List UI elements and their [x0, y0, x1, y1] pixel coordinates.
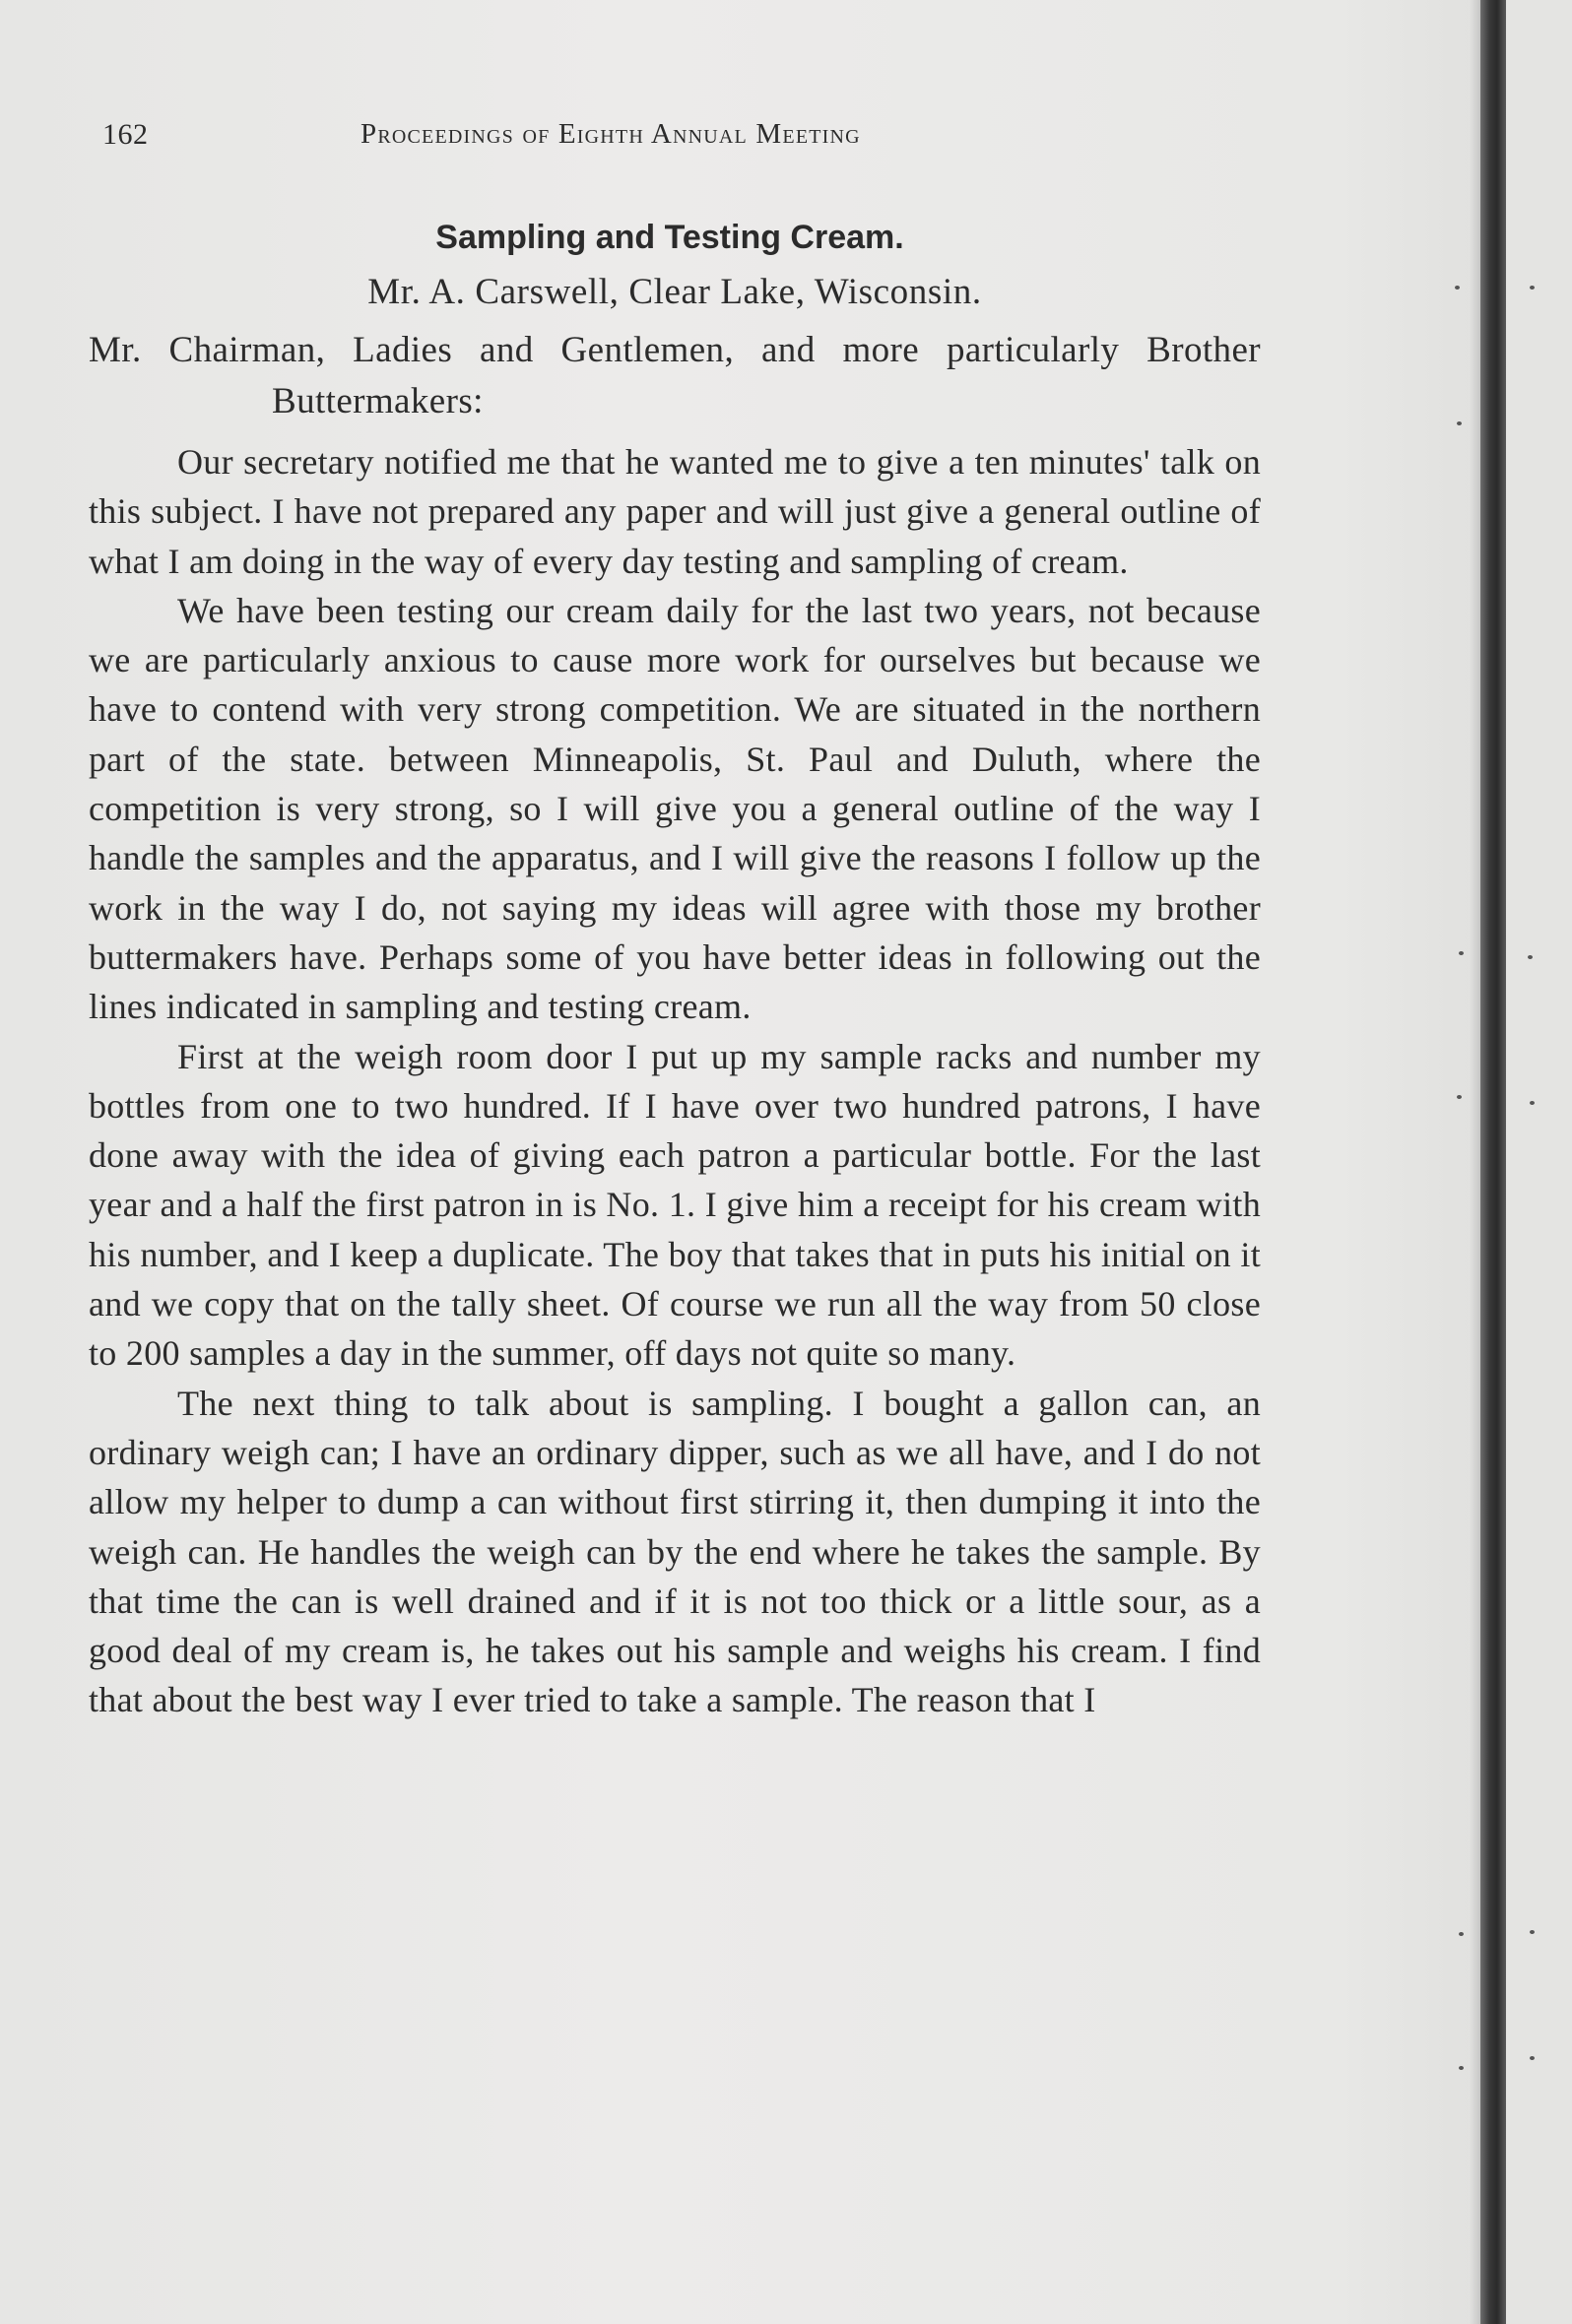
body-paragraph: We have been testing our cream daily for the last two years, not because we are particularly anxious to cause more work for ourselves but because we have to contend with very strong competition. We are situated in the northern part of the state. between Minneapolis, St. Paul and Duluth, where the competition is very strong, so I will give you a general outline of the way I handle the samples and the apparatus, and I will give the reasons I follow up the work in the way I do, not saying my ideas will agree with those my brother buttermakers have. Perhaps some of you have better ideas in following out the lines indicated in sampling and testing cream. — [89, 590, 1261, 1027]
ink-speck — [1459, 2066, 1464, 2070]
ink-speck — [1530, 286, 1535, 290]
ink-speck — [1530, 1930, 1535, 1934]
page-number: 162 — [102, 118, 149, 151]
salutation: Mr. Chairman, Ladies and Gentlemen, and more particularly Brother Buttermakers: — [89, 330, 1261, 421]
author-line: Mr. A. Carswell, Clear Lake, Wisconsin. — [367, 272, 982, 312]
ink-speck — [1457, 1095, 1462, 1099]
running-header — [89, 110, 1261, 160]
ink-speck — [1530, 1101, 1535, 1105]
page-content — [89, 110, 1261, 1725]
ink-speck — [1459, 1932, 1464, 1936]
book-binding — [1469, 0, 1572, 2324]
ink-speck — [1530, 2056, 1535, 2060]
running-title: Proceedings of Eighth Annual Meeting — [360, 118, 861, 150]
body-paragraph: The next thing to talk about is sampling. I bought a gallon can, an ordinary weigh can; I have an ordinary dipper, such as we all have, and I do not allow my helper to dump a can without first stirring it, then dumping it into the weigh can. He handles the weigh can by the end where he takes the sample. By that time the can is well drained and if it is not too thick or a little sour, as a good deal of my cream is, he takes out his sample and weighs his cream. I find that about the best way I ever tried to take a sample. The reason that I — [89, 1383, 1261, 1720]
ink-speck — [1459, 951, 1464, 955]
ink-speck — [1457, 421, 1462, 425]
ink-speck — [1528, 955, 1533, 959]
binding-edge — [1480, 0, 1506, 2324]
ink-speck — [1455, 286, 1460, 290]
body-paragraph: First at the weigh room door I put up my sample racks and number my bottles from one to two hundred. If I have over two hundred patrons, I have done away with the idea of giving each patron a particular bottle. For the last year and a half the first patron in is No. 1. I give him a receipt for his cream with his number, and I keep a duplicate. The boy that takes that in puts his initial on it and we copy that on the tally sheet. Of course we run all the way from 50 close to 200 samples a day in the summer, off days not quite so many. — [89, 1036, 1261, 1374]
body-paragraph: Our secretary notified me that he wanted me to give a ten minutes' talk on this subject. I have not prepared any paper and will just give a general outline of what I am doing in the way of every day testing and sampling of cream. — [89, 442, 1261, 581]
article-title: Sampling and Testing Cream. — [435, 219, 904, 256]
